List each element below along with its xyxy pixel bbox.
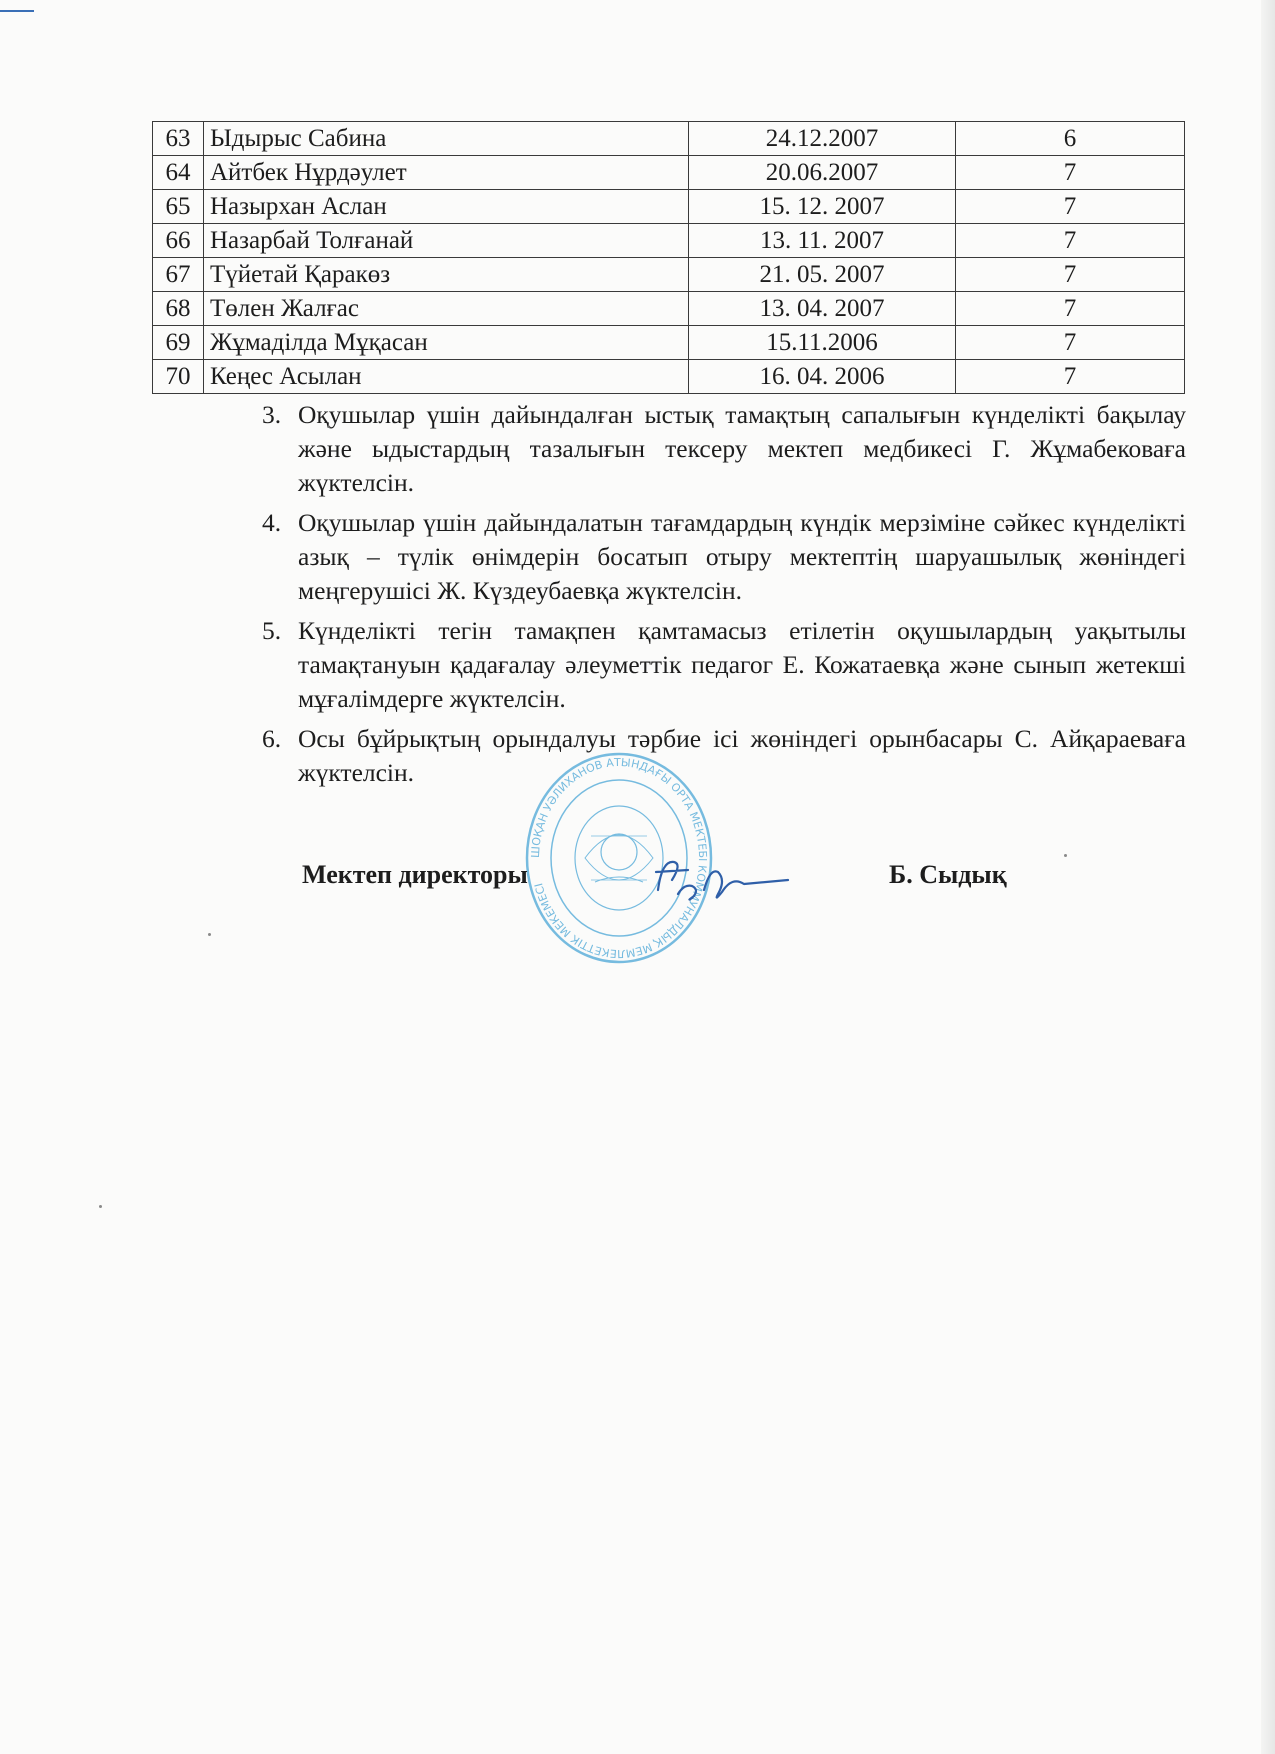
order-item: [262, 506, 1186, 608]
table-row: [153, 360, 1185, 394]
student-name: Жұмаділда Мұқасан: [204, 326, 689, 360]
birth-date: 15.11.2006: [689, 326, 956, 360]
row-number: 69: [153, 326, 204, 360]
table-row: [153, 156, 1185, 190]
grade: 7: [956, 224, 1185, 258]
student-name: Төлен Жалғас: [204, 292, 689, 326]
row-number: 68: [153, 292, 204, 326]
student-name: Назарбай Толғанай: [204, 224, 689, 258]
grade: 7: [956, 190, 1185, 224]
order-number: 5.: [262, 616, 282, 645]
birth-date: 13. 11. 2007: [689, 224, 956, 258]
student-name: Айтбек Нұрдәулет: [204, 156, 689, 190]
scan-speck: [1064, 854, 1067, 857]
birth-date: 15. 12. 2007: [689, 190, 956, 224]
grade: 7: [956, 292, 1185, 326]
table-row: [153, 292, 1185, 326]
order-item: [262, 614, 1186, 716]
order-item: [262, 398, 1186, 500]
handwritten-signature: [648, 850, 794, 910]
student-name: Кеңес Асылан: [204, 360, 689, 394]
signatory-name: Б. Сыдық: [889, 860, 1007, 889]
order-text: Оқушылар үшін дайындалған ыстық тамақтың сапалығын күнделікті бақылау және ыдыстардың тазалығын тексеру мектеп медбикесі Г. Жұмабековаға жүктелсін.: [298, 400, 1186, 497]
birth-date: 21. 05. 2007: [689, 258, 956, 292]
student-name: Түйетай Қаракөз: [204, 258, 689, 292]
scan-speck: [99, 1205, 102, 1208]
page-edge-shadow: [1261, 0, 1275, 1754]
order-list: [262, 398, 1186, 796]
order-text: Осы бұйрықтың орындалуы тәрбие ісі жөніндегі орынбасары С. Айқараеваға жүктелсін.: [298, 724, 1186, 787]
row-number: 63: [153, 122, 204, 156]
table-row: [153, 258, 1185, 292]
order-number: 3.: [262, 400, 282, 429]
student-roster-table: [152, 121, 1185, 394]
table-row: [153, 190, 1185, 224]
order-text: Күнделікті тегін тамақпен қамтамасыз етілетін оқушылардың уақытылы тамақтануын қадағалау әлеуметтік педагог Е. Кожатаевқа және сынып жетекші мұғалімдерге жүктелсін.: [298, 616, 1186, 713]
row-number: 67: [153, 258, 204, 292]
seal-ring-text: ШОҚАН УӘЛИХАНОВ АТЫНДАҒЫ ОРТА МЕКТЕБІ КОММУНАЛДЫҚ МЕМЛЕКЕТТІК МЕКЕМЕСІ: [528, 755, 710, 961]
roster-body: [153, 122, 1185, 394]
order-number: 6.: [262, 724, 282, 753]
grade: 7: [956, 258, 1185, 292]
birth-date: 24.12.2007: [689, 122, 956, 156]
student-name: Назырхан Аслан: [204, 190, 689, 224]
grade: 7: [956, 326, 1185, 360]
birth-date: 16. 04. 2006: [689, 360, 956, 394]
scan-mark: [0, 10, 34, 12]
order-text: Оқушылар үшін дайындалатын тағамдардың күндік мерзіміне сәйкес күнделікті азық – түлік өнімдерін босатып отыру мектептің шаруашылық жөніндегі меңгерушісі Ж. Күздеубаевқа жүктелсін.: [298, 508, 1186, 605]
scan-speck: [208, 933, 211, 936]
row-number: 70: [153, 360, 204, 394]
birth-date: 13. 04. 2007: [689, 292, 956, 326]
table-row: [153, 326, 1185, 360]
order-item: [262, 722, 1186, 790]
birth-date: 20.06.2007: [689, 156, 956, 190]
student-name: Ыдырыс Сабина: [204, 122, 689, 156]
row-number: 64: [153, 156, 204, 190]
table-row: [153, 224, 1185, 258]
table-row: [153, 122, 1185, 156]
grade: 7: [956, 156, 1185, 190]
row-number: 66: [153, 224, 204, 258]
grade: 6: [956, 122, 1185, 156]
signatory-position: Мектеп директоры: [302, 860, 528, 889]
grade: 7: [956, 360, 1185, 394]
order-number: 4.: [262, 508, 282, 537]
row-number: 65: [153, 190, 204, 224]
